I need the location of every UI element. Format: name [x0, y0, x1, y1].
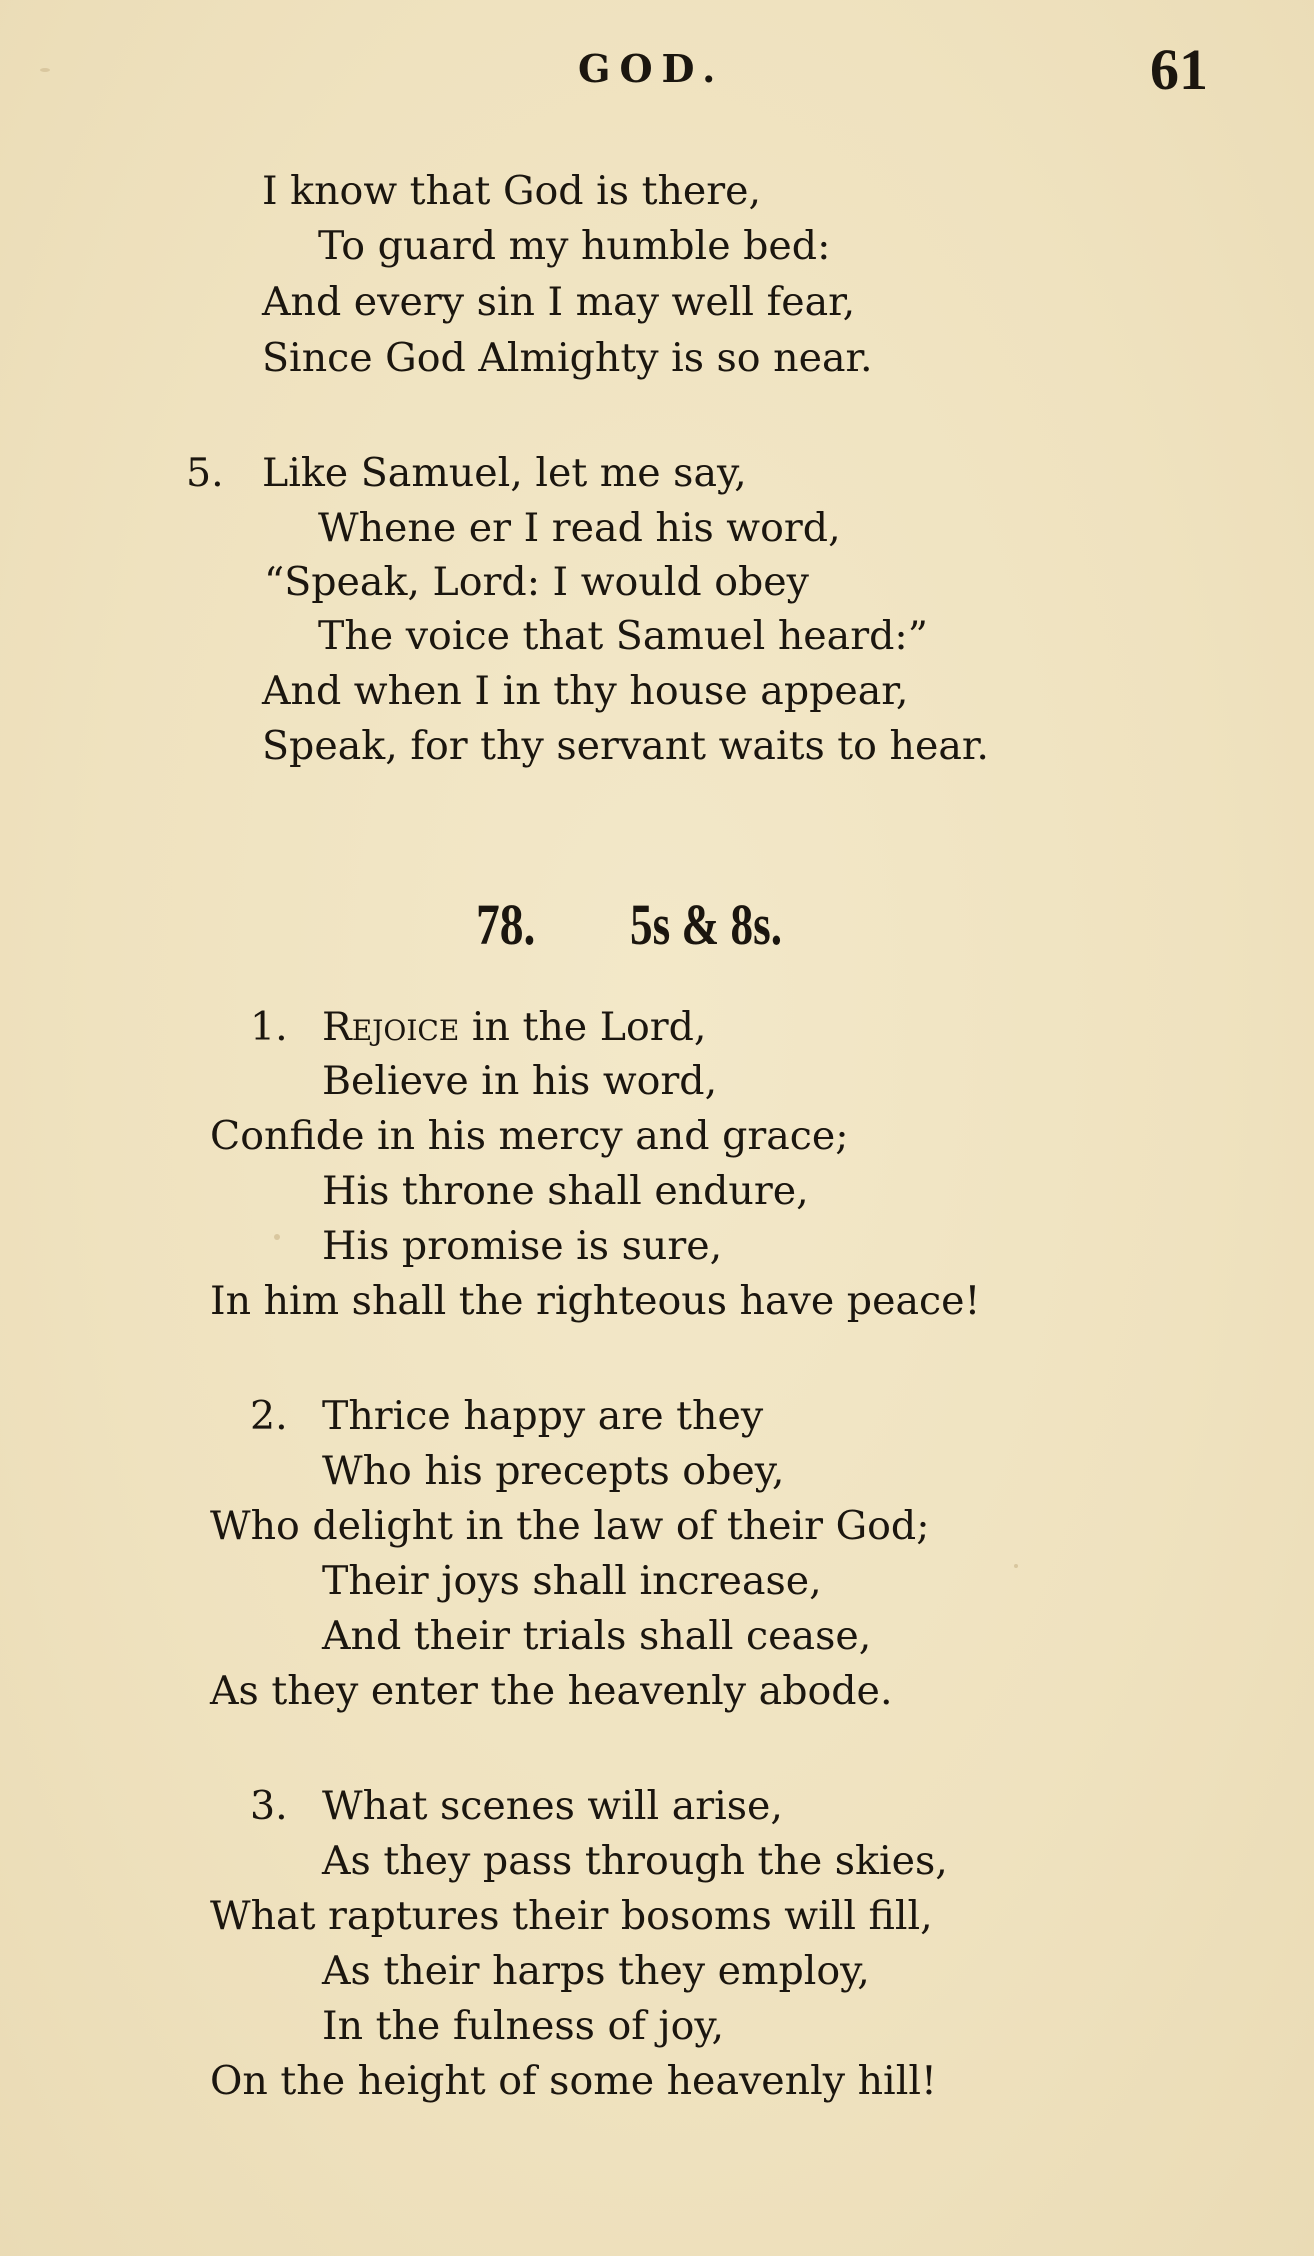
stanza-4-line-4: Since God Almighty is so near.	[262, 335, 873, 381]
verse-3-line-6: On the height of some heavenly hill!	[210, 2058, 937, 2104]
verse-1-line-2: Believe in his word,	[322, 1058, 718, 1104]
stanza-5-number: 5.	[186, 450, 224, 496]
verse-1-line-1	[322, 1004, 707, 1050]
page-number: 61	[1150, 37, 1208, 102]
paper-speck	[1014, 1564, 1018, 1568]
verse-2-line-6: As they enter the heavenly abode.	[210, 1668, 893, 1714]
hymn-meter: 5s & 8s.	[630, 892, 783, 957]
verse-1-line-4: His throne shall endure,	[322, 1168, 809, 1214]
stanza-5-line-6: Speak, for thy servant waits to hear.	[262, 723, 989, 769]
stanza-5-line-2: Whene er I read his word,	[318, 505, 841, 551]
stanza-5-line-4: The voice that Samuel heard:”	[318, 613, 928, 659]
verse-1-line-6: In him shall the righteous have peace!	[210, 1278, 981, 1324]
stanza-5-line-1: Like Samuel, let me say,	[262, 450, 747, 496]
verse-2-line-3: Who delight in the law of their God;	[210, 1503, 930, 1549]
hymn-number: 78.	[476, 892, 536, 957]
verse-2-line-4: Their joys shall increase,	[322, 1558, 822, 1604]
running-header: GOD.	[578, 46, 725, 91]
verse-3-line-1: What scenes will arise,	[322, 1783, 783, 1829]
verse-2-line-2: Who his precepts obey,	[322, 1448, 785, 1494]
verse-1-line-5: His promise is sure,	[322, 1223, 723, 1269]
verse-3-number: 3.	[250, 1783, 288, 1829]
stanza-5-line-5: And when I in thy house appear,	[262, 668, 909, 714]
verse-2-number: 2.	[250, 1393, 288, 1439]
verse-2-line-1: Thrice happy are they	[322, 1393, 764, 1439]
verse-3-line-4: As their harps they employ,	[322, 1948, 870, 1994]
stanza-4-line-1: I know that God is there,	[262, 168, 762, 214]
verse-3-line-5: In the fulness of joy,	[322, 2003, 725, 2049]
paper-speck	[274, 1234, 280, 1240]
verse-2-line-5: And their trials shall cease,	[322, 1613, 872, 1659]
verse-1-line-3: Confide in his mercy and grace;	[210, 1113, 849, 1159]
verse-1-line-1-rest: in the Lord,	[459, 1004, 707, 1050]
verse-1-number: 1.	[250, 1004, 288, 1050]
verse-3-line-3: What raptures their bosoms will fill,	[210, 1893, 933, 1939]
verse-3-line-2: As they pass through the skies,	[322, 1838, 948, 1884]
stanza-4-line-3: And every sin I may well fear,	[262, 279, 856, 325]
stanza-5-line-3: “Speak, Lord: I would obey	[264, 559, 809, 605]
paper-speck	[40, 68, 50, 72]
verse-1-first-word: Rejoice	[322, 1004, 460, 1050]
stanza-4-line-2: To guard my humble bed:	[318, 223, 831, 269]
